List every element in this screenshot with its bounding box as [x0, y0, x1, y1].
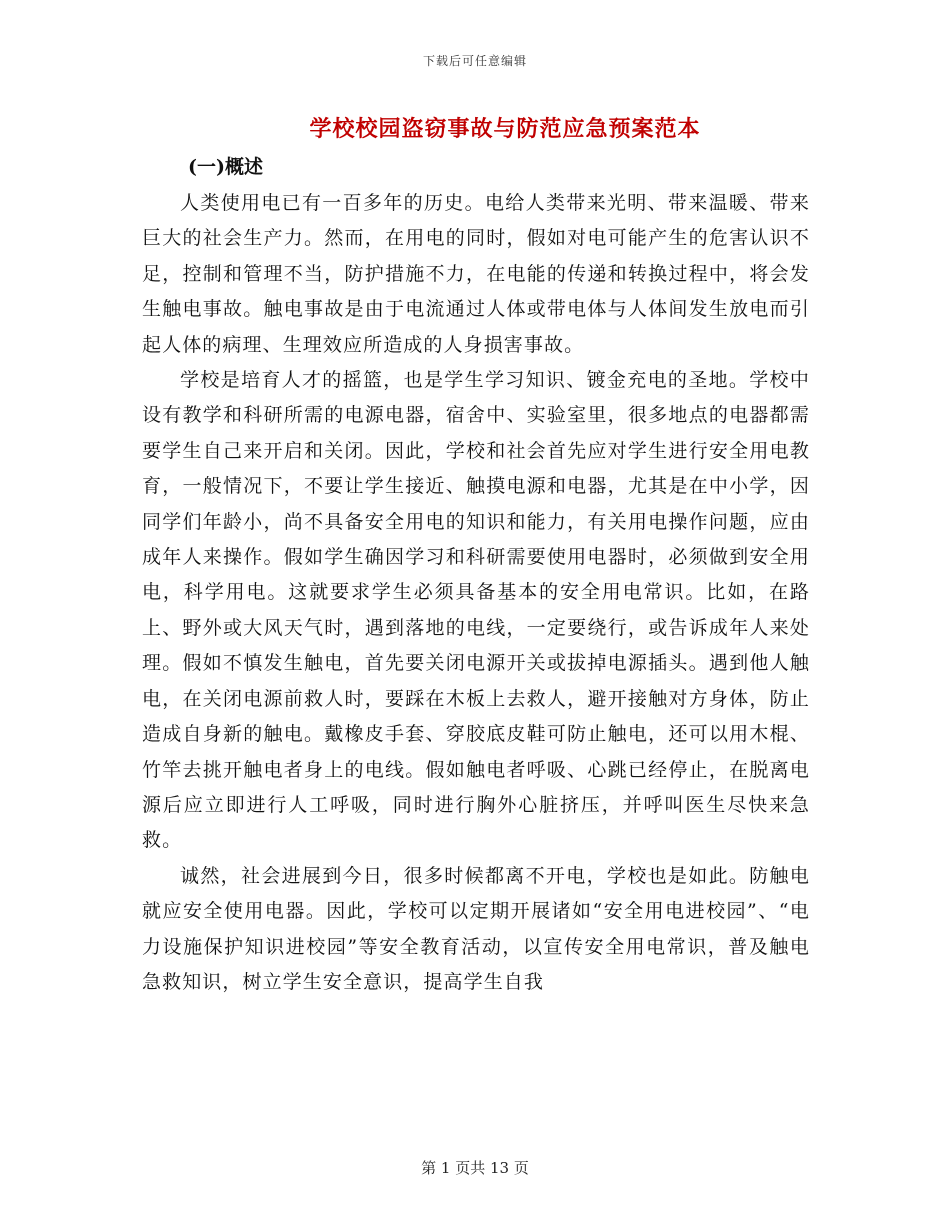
page-header-note: 下载后可任意编辑 — [422, 54, 527, 68]
paragraph: 诚然，社会进展到今日，很多时候都离不开电，学校也是如此。防触电就应安全使用电器。因此，学校可以定期开展诸如“安全用电进校园”、“电力设施保护知识进校园”等安全教育活动，以宣传安全用电常识，普及触电急救知识，树立学生安全意识，提高学生自我 — [142, 864, 810, 993]
page-number-footer: 第 1 页共 13 页 — [421, 1159, 529, 1177]
paragraph: 学校是培育人才的摇篮，也是学生学习知识、镀金充电的圣地。学校中设有教学和科研所需的电源电器，宿舍中、实验室里，很多地点的电器都需要学生自己来开启和关闭。因此，学校和社会首先应对学生进行安全用电教育，一般情况下，不要让学生接近、触摸电源和电器，尤其是在中小学，因同学们年龄小，尚不具备安全用电的知识和能力，有关用电操作问题，应由成年人来操作。假如学生确因学习和科研需要使用电器时，必须做到安全用电，科学用电。这就要求学生必须具备基本的安全用电常识。比如，在路上、野外或大风天气时，遇到落地的电线，一定要绕行，或告诉成年人来处理。假如不慎发生触电，首先要关闭电源开关或拔掉电源插头。遇到他人触电，在关闭电源前救人时，要踩在木板上去救人，避开接触对方身体，防止造成自身新的触电。戴橡皮手套、穿胶底皮鞋可防止触电，还可以用木棍、竹竿去挑开触电者身上的电线。假如触电者呼吸、心跳已经停止，在脱离电源后应立即进行人工呼吸，同时进行胸外心脏挤压，并呼叫医生尽快来急救。 — [142, 369, 810, 852]
document-body — [142, 186, 810, 1000]
paragraph: 人类使用电已有一百多年的历史。电给人类带来光明、带来温暖、带来巨大的社会生产力。然而，在用电的同时，假如对电可能产生的危害认识不足，控制和管理不当，防护措施不力，在电能的传递和转换过程中，将会发生触电事故。触电事故是由于电流通过人体或带电体与人体间发生放电而引起人体的病理、生理效应所造成的人身损害事故。 — [142, 192, 810, 356]
document-title: 学校校园盗窃事故与防范应急预案范本 — [309, 116, 701, 142]
section-heading: (一)概述 — [188, 156, 263, 178]
